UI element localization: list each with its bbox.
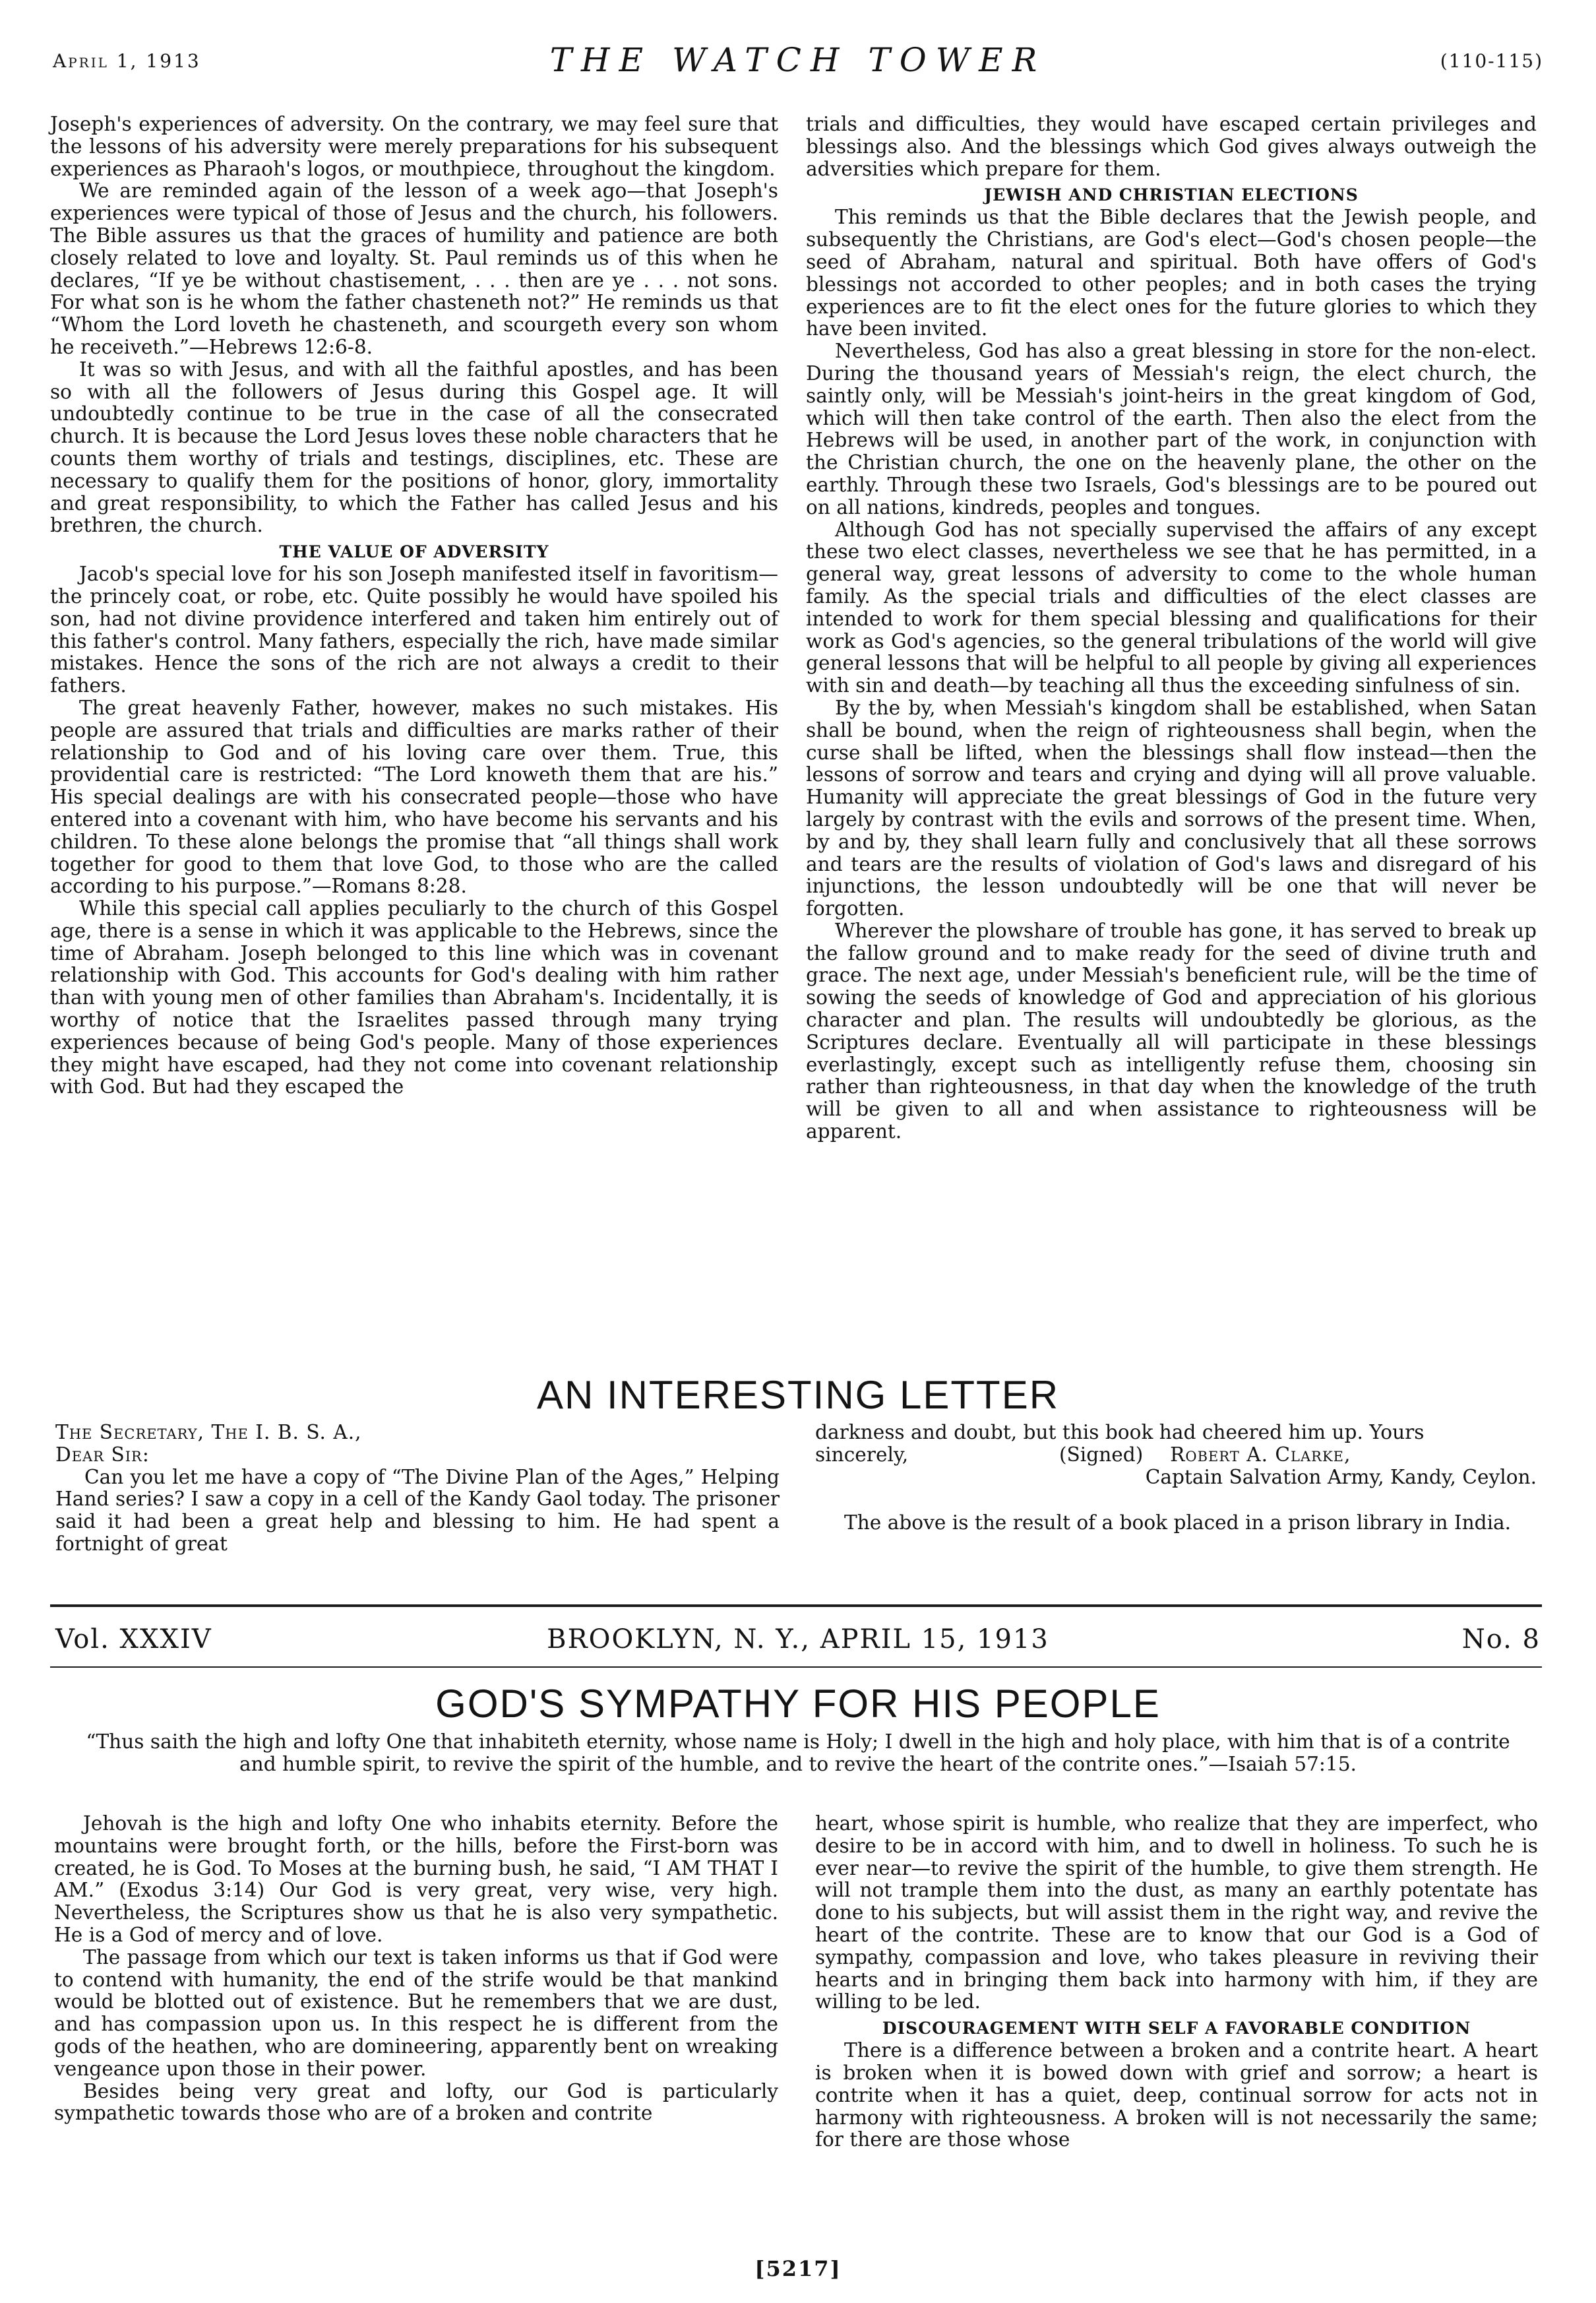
paragraph: By the by, when Messiah's kingdom shall be established, when Satan shall be bound, when the reign of righteousness shall begin, when the curse shall be lifted, when the blessings shall flow instead—then the lessons of sorrow and tears and crying and dying will all prove valuable. Humanity will appreciate the great blessings of God in the future very largely by contrast with the evils and sorrows of the present time. When, by and by, they shall learn fully and conclusively that all these sorrows and tears are the results of violation of God's laws and disregard of his injunctions, the lesson undoubtedly will be one that will never be forgotten. [806, 696, 1537, 920]
letter-signer-name: Robert A. Clarke, [1170, 1443, 1351, 1466]
section-heading: DISCOURAGEMENT WITH SELF A FAVORABLE CONDITION [882, 2019, 1471, 2038]
article-left-column [54, 1813, 778, 2125]
previous-article-right-column [806, 113, 1537, 1143]
article-epigraph: “Thus saith the high and lofty One that inhabiteth eternity, whose name is Holy; I dwell in the high and holy place, with him that is of a contrite and humble spirit, to revive the spirit of the humble, and to revive the heart of the contrite ones.”—Isaiah 57:15. [86, 1730, 1510, 1775]
letter-body-left: Can you let me have a copy of “The Divine Plan of the Ages,” Helping Hand series? I saw a copy in a cell of the Kandy Gaol today. The prisoner said it had been a great help and blessing to him. He had spent a fortnight of great [55, 1465, 780, 1555]
page-folio: [5217] [754, 2256, 842, 2281]
letter-right-column [815, 1422, 1537, 1534]
paragraph: This reminds us that the Bible declares that the Jewish people, and subsequently the Christians, are God's elect—God's chosen people—the seed of Abraham, natural and spiritual. Both have offers of God's blessings not accorded to other peoples; and in both cases the trying experiences are to fit the elect ones for the future glories to which they have been invited. [806, 206, 1537, 340]
letter-signed-mark: (Signed) [1059, 1443, 1144, 1466]
masthead-bottom-rule [50, 1666, 1542, 1668]
masthead-top-rule [50, 1604, 1542, 1607]
paragraph: We are reminded again of the lesson of a week ago—that Joseph's experiences were typical of those of Jesus and the church, his followers. The Bible assures us that the graces of humility and patience are both closely related to love and loyalty. St. Paul reminds us of this when he declares, “If ye be without chastisement, . . . then are ye . . . not sons. For what son is he whom the father chasteneth not?” He reminds us that “Whom the Lord loveth he chasteneth, and scourgeth every son whom he receiveth.”—Hebrews 12:6-8. [50, 179, 778, 358]
masthead-place-date: BROOKLYN, N. Y., APRIL 15, 1913 [547, 1624, 1049, 1655]
running-header-date: April 1, 1913 [53, 50, 201, 72]
article-right-column [815, 1813, 1538, 2151]
masthead-number: No. 8 [1461, 1624, 1541, 1655]
paragraph: The great heavenly Father, however, makes no such mistakes. His people are assured that trials and difficulties are marks rather of their relationship to God and of his loving care over them. True, this providential care is restricted: “The Lord knoweth them that are his.” His special dealings are with his consecrated people—those who have entered into a covenant with him, who have become his servants and his children. To these alone belongs the promise that “all things shall work together for good to them that love God, to those who are the called according to his purpose.”—Romans 8:28. [50, 696, 778, 898]
paragraph: It was so with Jesus, and with all the faithful apostles, and has been so with all the followers of Jesus during this Gospel age. It will undoubtedly continue to be true in the case of all the consecrated church. It is because the Lord Jesus loves these noble characters that he counts them worthy of trials and testings, disciplines, etc. These are necessary to qualify them for the positions of honor, glory, immortality and great responsibility, to which the Father has called Jesus and his brethren, the church. [50, 358, 778, 537]
paragraph: While this special call applies peculiarly to the church of this Gospel age, there is a sense in which it was applicable to the Hebrews, since the time of Abraham. Joseph belonged to this line which was in covenant relationship with God. This accounts for God's dealing with him rather than with young men of other families than Abraham's. Incidentally, it is worthy of notice that the Israelites passed through many trying experiences because of being God's people. Many of those experiences they might have escaped, had they not come into covenant relationship with God. But had they escaped the [50, 897, 778, 1098]
paragraph: Besides being very great and lofty, our God is particularly sympathetic towards those who are of a broken and contrite [54, 2079, 778, 2125]
letter-addressee: The Secretary, The I. B. S. A., [55, 1421, 362, 1443]
paragraph: trials and difficulties, they would have escaped certain privileges and blessings also. And the blessings which God gives always outweigh the adversities which prepare for them. [806, 113, 1537, 180]
letter-left-column [55, 1422, 780, 1556]
paragraph: Jehovah is the high and lofty One who inhabits eternity. Before the mountains were brought forth, or the hills, before the First-born was created, he is God. To Moses at the burning bush, he said, “I AM THAT I AM.” (Exodus 3:14) Our God is very great, very wise, very high. Nevertheless, the Scriptures show us that he is also very sympathetic. He is a God of mercy and of love. [54, 1812, 778, 1946]
paragraph: heart, whose spirit is humble, who realize that they are imperfect, who desire to be in accord with him, and to dwell in holiness. To such he is ever near—to revive the spirit of the humble, to give them strength. He will not trample them into the dust, as many an earthly potentate has done to his subjects, but will assist them in the right way, and revive the heart of the contrite. These are to know that our God is a God of sympathy, compassion and love, who takes pleasure in reviving their hearts and in bringing them back into harmony with him, if they are willing to be led. [815, 1812, 1538, 2013]
paragraph: Although God has not specially supervised the affairs of any except these two elect classes, nevertheless we see that he has permitted, in a general way, great lessons of adversity to come to the whole human family. As the special trials and difficulties of the elect classes are intended to work for them special blessing and qualifications for their work as God's agencies, so the general tribulations of the world will give general lessons that will be helpful to all people by giving all experiences with sin and death—by teaching all thus the exceeding sinfulness of sin. [806, 518, 1537, 697]
paragraph: The passage from which our text is taken informs us that if God were to contend with humanity, the end of the strife would be that mankind would be blotted out of existence. But he remembers that we are dust, and has compassion upon us. In this respect he is different from the gods of the heathen, who are domineering, apparently bent on wreaking vengeance upon those in their power. [54, 1945, 778, 2080]
section-heading: JEWISH AND CHRISTIAN ELECTIONS [984, 185, 1359, 205]
masthead [55, 1612, 1541, 1665]
paragraph: Wherever the plowshare of trouble has gone, it has served to break up the fallow ground and to make ready for the seed of divine truth and grace. The next age, under Messiah's beneficient rule, will be the time of sowing the seeds of knowledge of God and appreciation of his glorious character and plan. The results will undoubtedly be glorious, as the Scriptures declare. Eventually all will participate in these blessings everlastingly, except such as intelligently refuse them, choosing sin rather than righteousness, in that day when the knowledge of the truth will be given to all and when assistance to righteousness will be apparent. [806, 919, 1537, 1143]
letter-editor-note: The above is the result of a book placed in a prison library in India. [844, 1511, 1512, 1534]
paragraph: There is a difference between a broken and a contrite heart. A heart is broken when it is bowed down with grief and sorrow; a heart is contrite when it has a quiet, deep, continual sorrow for acts not in harmony with righteousness. A broken will is not necessarily the same; for there are those whose [815, 2039, 1538, 2151]
letter-salutation: Dear Sir: [55, 1443, 150, 1466]
previous-article-left-column [50, 113, 778, 1098]
letter-signature-row [815, 1444, 1537, 1467]
letter-closing: sincerely, [815, 1443, 909, 1466]
letter-body-right: darkness and doubt, but this book had cheered him up. Yours [815, 1421, 1425, 1443]
paragraph: Nevertheless, God has also a great blessing in store for the non-elect. During the thousand years of Messiah's reign, the elect church, the saintly only, will be Messiah's joint-heirs in the great kingdom of God, which will then take control of the earth. Then also the elect from the Hebrews will be used, in another part of the work, in conjunction with the Christian church, the one on the heavenly plane, the other on the earthly. Through these two Israels, God's blessings are to be poured out on all nations, kindreds, peoples and tongues. [806, 340, 1537, 519]
letter-signer-title: Captain Salvation Army, Kandy, Ceylon. [1145, 1465, 1537, 1488]
running-header [53, 41, 1543, 87]
running-header-pages: (110-115) [1440, 50, 1543, 72]
running-header-title: THE WATCH TOWER [549, 41, 1047, 79]
letter-headline: AN INTERESTING LETTER [536, 1373, 1060, 1417]
article-headline: GOD'S SYMPATHY FOR HIS PEOPLE [435, 1682, 1161, 1726]
paragraph: Joseph's experiences of adversity. On the contrary, we may feel sure that the lessons of his adversity were merely preparations for his subsequent experiences as Pharaoh's logos, or mouthpiece, throughout the kingdom. [50, 113, 778, 180]
section-heading: THE VALUE OF ADVERSITY [279, 542, 549, 562]
paragraph: Jacob's special love for his son Joseph manifested itself in favoritism—the princely coat, or robe, etc. Quite possibly he would have spoiled his son, had not divine providence interfered and taken him entirely out of this father's control. Many fathers, especially the rich, have made similar mistakes. Hence the sons of the rich are not always a credit to their fathers. [50, 563, 778, 697]
masthead-volume: Vol. XXXIV [55, 1624, 212, 1655]
